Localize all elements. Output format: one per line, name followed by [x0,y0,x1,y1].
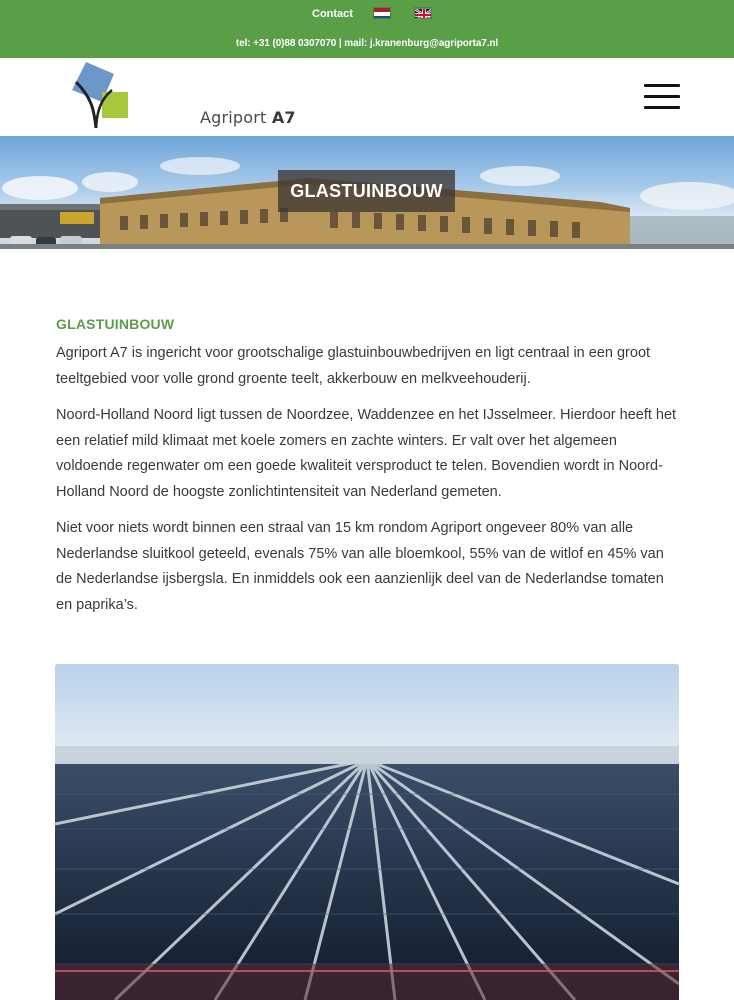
logo-text [200,108,296,127]
main-content [56,316,680,629]
contact-info-line: tel: +31 (0)88 0307070 | mail: j.kranenburg@agriporta7.nl [235,38,499,49]
logo-text-bold: A7 [271,108,296,127]
site-logo[interactable] [66,60,296,130]
logo-mark-icon [66,60,136,130]
hero-banner [0,136,734,249]
logo-text-regular: Agriport [200,108,272,127]
en-flag-icon[interactable] [414,7,432,19]
contact-link[interactable]: Contact [312,8,353,20]
top-bar [0,0,734,58]
hamburger-menu-icon[interactable] [644,84,680,110]
top-bar-links [0,6,734,22]
crops-paragraph: Niet voor niets wordt binnen een straal van 15 km rondom Agriport ongeveer 80% van alle Nederlandse sluitkool geteeld, evenals 75% van alle bloemkool, 55% van de witlof en 45% van de Nederlandse ijsbergsla. En inmiddels ook een aanzienlijk deel van de Nederlandse tomaten en paprika’s. [56,520,664,613]
solar-panels-photo [55,664,679,1000]
section-heading: GLASTUINBOUW [56,316,175,332]
hero-title: GLASTUINBOUW [278,170,455,212]
solar-panels-image [55,664,679,1000]
climate-paragraph: Noord-Holland Noord ligt tussen de Noordzee, Waddenzee en het IJsselmeer. Hierdoor heeft het een relatief mild klimaat met koele zomers en zachte winters. Er valt over het algemeen voldoende regenwater om een goede kwaliteit versproduct te telen. Bovendien wordt in Noord-Holland Noord de hoogste zonlichtintensiteit van Nederland gemeten. [56,407,677,500]
site-header [0,58,734,136]
nl-flag-icon[interactable] [373,7,391,19]
intro-paragraph: Agriport A7 is ingericht voor grootschalige glastuinbouwbedrijven en ligt centraal in een groot teeltgebied voor volle grond groente teelt, akkerbouw en melkveehouderij. [56,345,651,387]
